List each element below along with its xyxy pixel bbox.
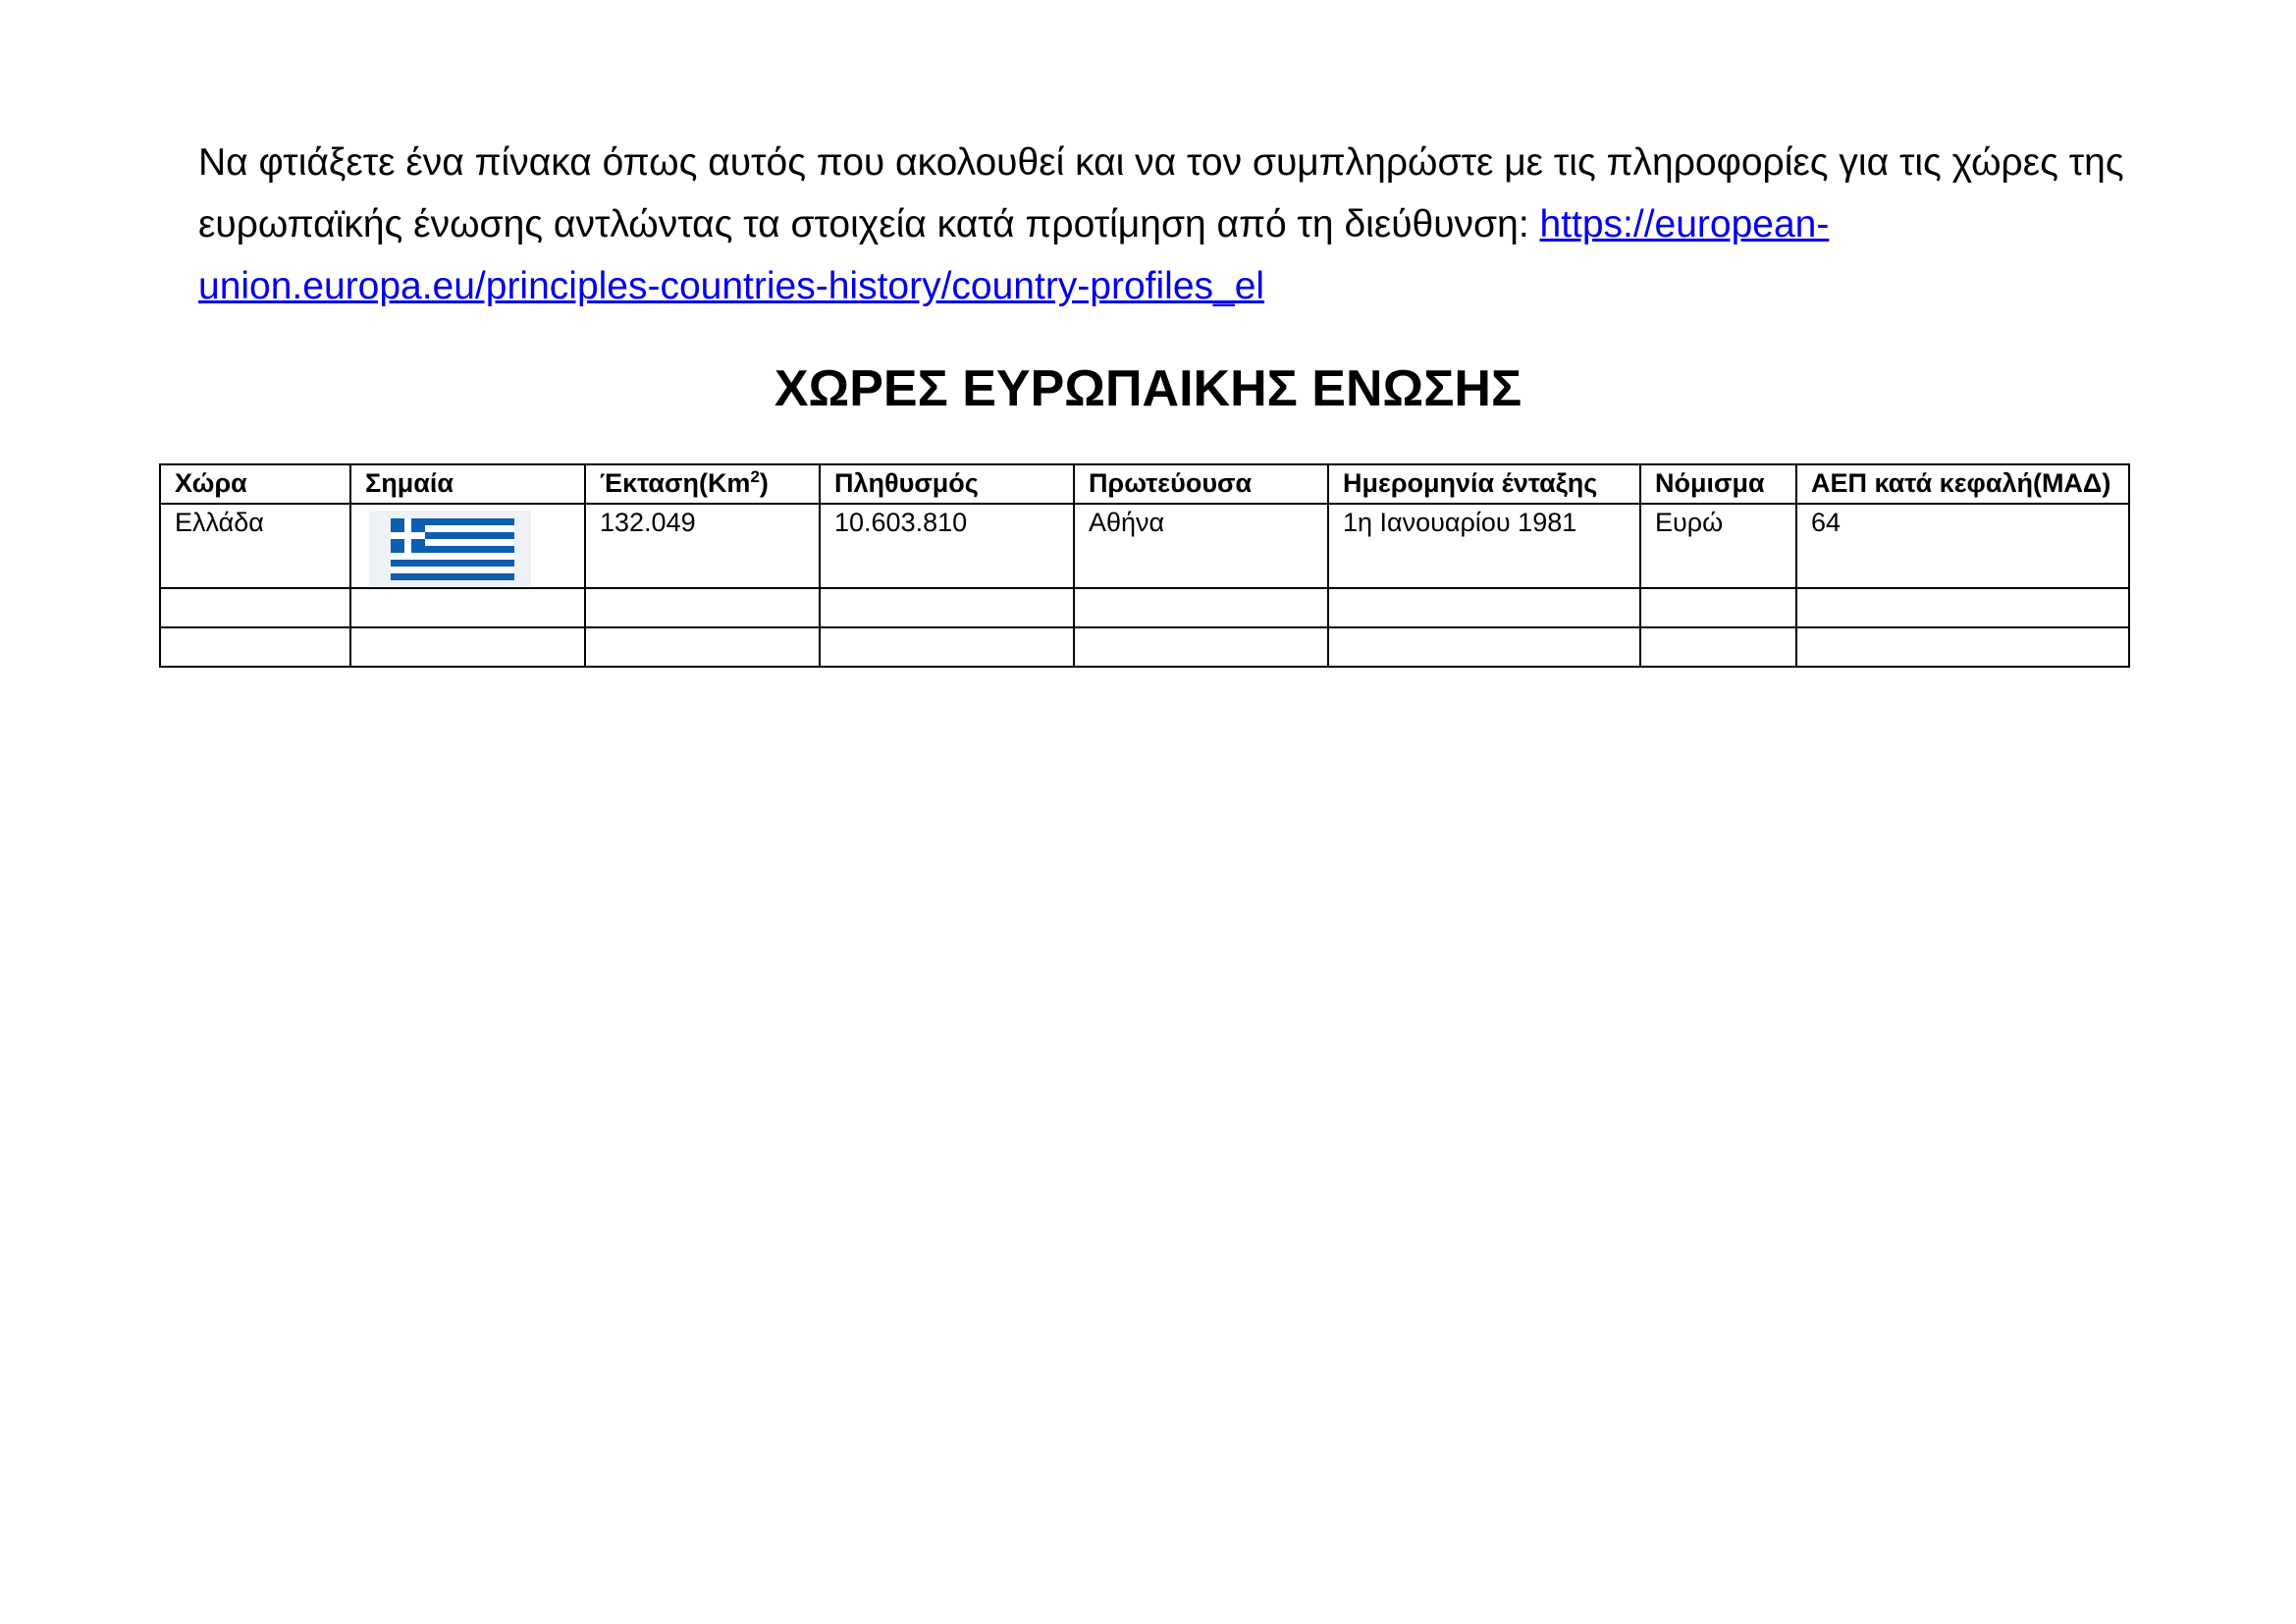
header-area: Έκταση(Km$^2$): [585, 464, 820, 504]
table-row: [160, 504, 2129, 588]
cell-flag: [350, 504, 585, 588]
empty-cell: [350, 588, 585, 627]
table-header-row: [160, 464, 2129, 504]
eu-countries-table: [159, 463, 2130, 668]
empty-cell: [160, 627, 350, 667]
header-population: Πληθυσμός: [820, 464, 1074, 504]
empty-cell: [1328, 627, 1640, 667]
cell-currency: Ευρώ: [1640, 504, 1796, 588]
table-row: [160, 588, 2129, 627]
empty-cell: [820, 627, 1074, 667]
empty-cell: [1074, 627, 1328, 667]
empty-cell: [1640, 588, 1796, 627]
instructions-text: Να φτιάξετε ένα πίνακα όπως αυτός που ακολουθεί και να τον συμπληρώστε με τις πληροφορίες για τις χώρες της ευρωπαϊκής ένωσης αντλώντας τα στοιχεία κατά προτίμηση από τη διεύθυνση:: [198, 141, 2124, 245]
header-gdp-per-capita: ΑΕΠ κατά κεφαλή(ΜΑΔ): [1796, 464, 2129, 504]
header-country: Χώρα: [160, 464, 350, 504]
empty-cell: [1328, 588, 1640, 627]
empty-cell: [820, 588, 1074, 627]
empty-cell: [585, 588, 820, 627]
header-accession-date: Ημερομηνία ένταξης: [1328, 464, 1640, 504]
cell-country: Ελλάδα: [160, 504, 350, 588]
header-capital: Πρωτεύουσα: [1074, 464, 1328, 504]
empty-cell: [1796, 627, 2129, 667]
empty-cell: [1640, 627, 1796, 667]
page-title: ΧΩΡΕΣ ΕΥΡΩΠΑΙΚΗΣ ΕΝΩΣΗΣ: [774, 360, 1522, 417]
empty-cell: [1796, 588, 2129, 627]
empty-cell: [585, 627, 820, 667]
table-row: [160, 627, 2129, 667]
instructions-paragraph: [198, 132, 2171, 317]
greek-flag-icon: [369, 511, 570, 587]
eu-country-profiles-link[interactable]: https://european- union.europa.eu/principles-countries-history/country-profiles_el: [198, 203, 1830, 307]
empty-cell: [350, 627, 585, 667]
empty-cell: [160, 588, 350, 627]
cell-gdp-per-capita: 64: [1796, 504, 2129, 588]
cell-capital: Αθήνα: [1074, 504, 1328, 588]
header-flag: Σημαία: [350, 464, 585, 504]
header-currency: Νόμισμα: [1640, 464, 1796, 504]
cell-accession-date: 1η Ιανουαρίου 1981: [1328, 504, 1640, 588]
cell-population: 10.603.810: [820, 504, 1074, 588]
empty-cell: [1074, 588, 1328, 627]
cell-area: 132.049: [585, 504, 820, 588]
